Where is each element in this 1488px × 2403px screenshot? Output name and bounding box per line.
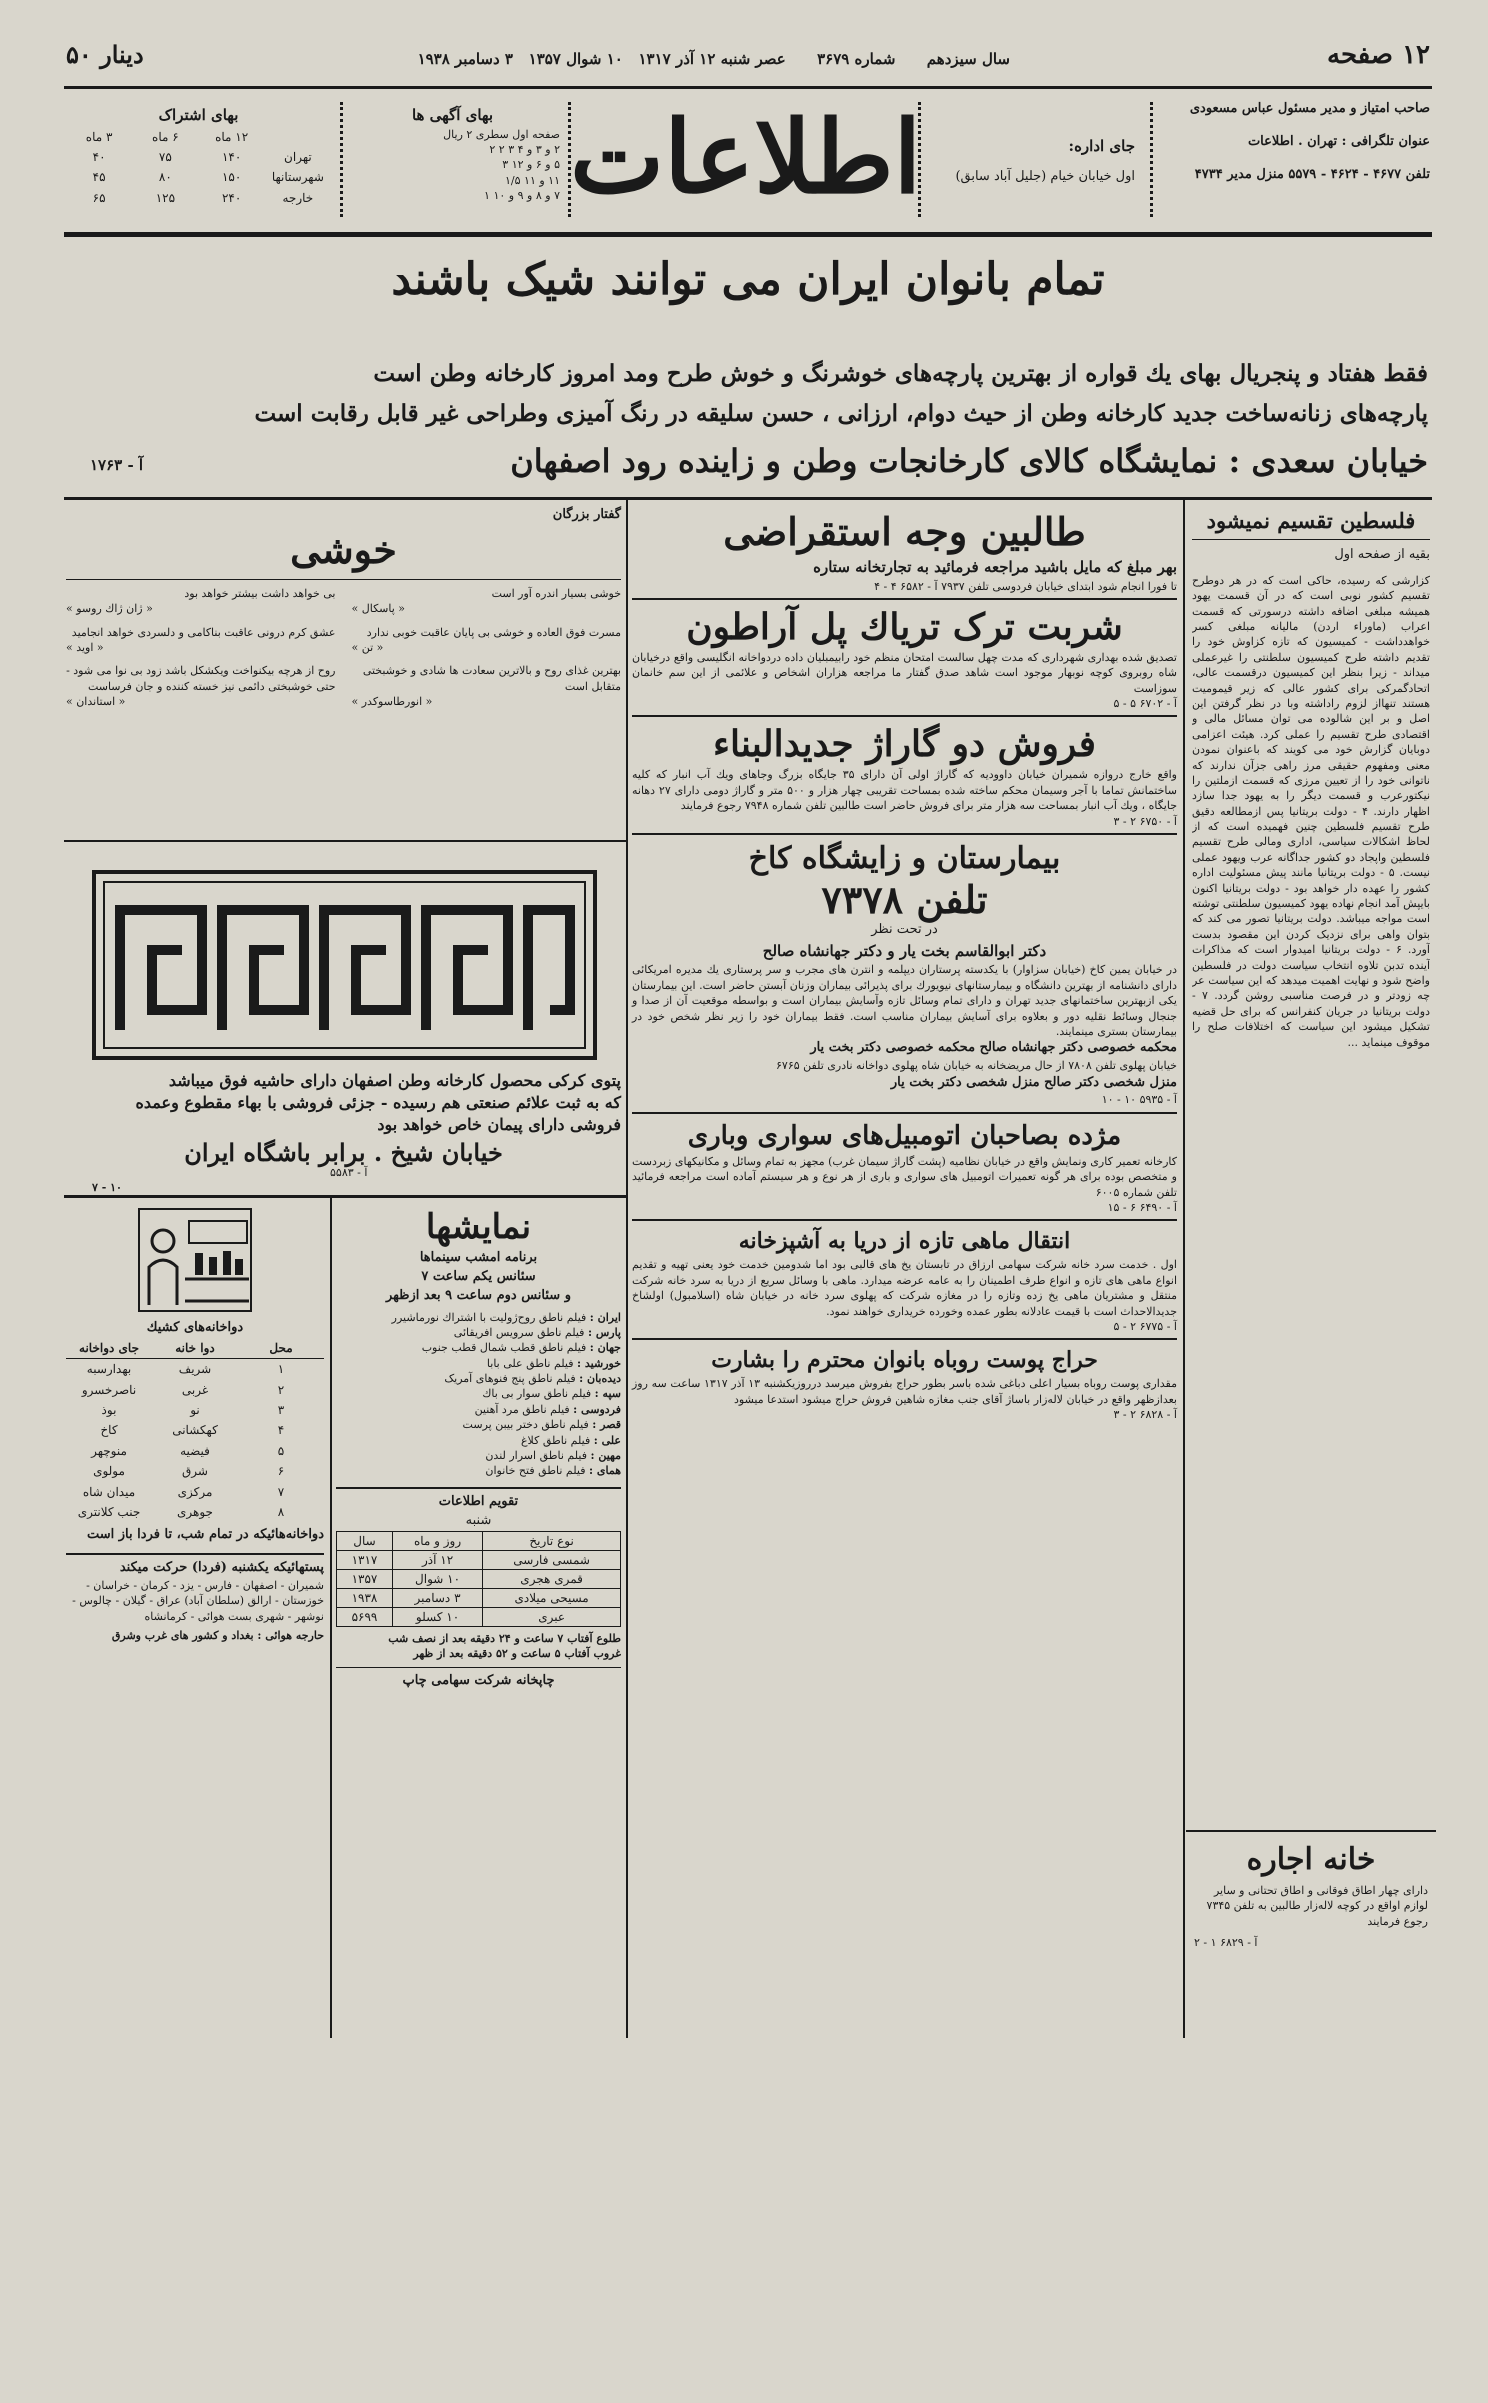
sunset: غروب آفتاب ۵ ساعت و ۵۲ دقیقه بعد از ظهر [413,1646,621,1660]
subscription-title: بهای اشتراک [158,106,239,124]
pharm-cell: نو [190,1403,200,1418]
garage-title: فروش دو گاراژ جدیدالبناء [713,723,1096,766]
quote-text: بهترین غذای روح و بالاترین سعادت ها شادی و خوشبختی متقابل است [362,664,621,693]
palestine-subtitle: بقیه از صفحه اول [1192,539,1430,565]
pharm-head: جای دواخانه [79,1340,139,1355]
quote-author: « پاسکال » [351,602,406,616]
calendar-header [337,1531,621,1550]
telegraph-address: عنوان تلگرافی : تهران . اطلاعات [1247,133,1430,149]
quote-text: خوشی بسیار اندره آور است [491,586,621,600]
cinema-item [336,1463,621,1478]
garage-code: آ - ۶۷۵۰ ۲ - ۳ [1113,814,1177,828]
divider-ornament [1150,102,1163,217]
printer: چاپخانه شرکت سهامی چاپ [402,1673,555,1689]
sub-val: ۱۲۵ [155,190,176,205]
phone-numbers: تلفن ۴۶۷۷ - ۴۶۲۴ - ۵۵۷۹ منزل مدیر ۴۷۳۴ [1194,166,1430,182]
cinema-name: علی : [593,1433,621,1447]
column-rule-inner [330,1195,332,2038]
banner-line-1: فقط هفتاد و پنجریال بهای یك قواره از بهترین پارچه‌های خوشرنگ و خوش طرح ومد امروز کارخانه وطن است [373,360,1428,387]
cal-cell: ۱۳۵۷ [337,1569,393,1588]
quote-author: « تن » [351,641,384,655]
cal-cell: ۱۹۳۸ [337,1588,393,1607]
cinema-item [336,1448,621,1463]
banner-code: آ - ۱۷۶۳ [90,456,144,474]
fish-title: انتقال ماهی تازه از دریا به آشپزخانه [738,1228,1071,1255]
pharm-cell: کاخ [100,1423,118,1438]
cinema-name: قصر : [592,1418,621,1432]
pharm-cell: بوذ [101,1403,117,1418]
cal-cell: ۵۶۹۹ [337,1607,393,1626]
cinema-item [336,1325,621,1340]
cal-cell: ۱۰ کسلو [392,1607,482,1626]
cinema-name: دیده‌بان : [579,1372,621,1386]
cinema-film: فیلم ناطق کلاغ [520,1433,591,1447]
hospital-address: خیابان پهلوی تلفن ۷۸۰۸ از حال مریضخانه به خیابان شاه پهلوی دواخانه نادری تلفن ۶۷۶۵ [776,1059,1177,1073]
divider [632,1112,1177,1114]
divider [336,1667,621,1668]
house-rent-title: خانه اجاره [1246,1842,1376,1877]
cinema-film: فیلم ناطق سوار بی باك [482,1387,592,1401]
quote-author: « ژان ژاك روسو » [66,602,153,616]
pharm-cell: ۶ [277,1464,285,1479]
blanket-code-left: ۷ - ۱۰ [92,1181,122,1194]
subscription-rates [66,104,331,208]
cal-cell: قمری هجری [483,1569,621,1588]
pharmacy-row [66,1359,324,1379]
sub-col: ۳ ماه [85,129,113,144]
owner-name: صاحب امتیاز و مدیر مسئول عباس مسعودی [1189,101,1430,116]
calendar-sub: شنبه [465,1512,492,1528]
subscription-row [66,188,331,208]
pharmacy-row [66,1461,324,1481]
sub-val: ۱۵۰ [221,170,242,185]
divider [66,1553,324,1555]
opium-code: آ - ۶۷۰۲ ۵ - ۵ [1113,697,1177,711]
cal-cell: ۳ دسامبر [392,1588,482,1607]
house-rent-ad [1186,1830,1436,2040]
pharm-cell: مرکزی [177,1484,213,1499]
office-block [935,135,1135,186]
cars-code: آ - ۶۴۹۰ ۶ - ۱۵ [1107,1200,1177,1214]
divider [632,833,1177,835]
quote-text: بی خواهد داشت بیشتر خواهد بود [184,586,336,600]
pharmacy-row [66,1502,324,1522]
cinema-film: فیلم ناطق فتح خانوان [485,1464,586,1478]
sub-val: ۷۵ [158,149,172,164]
hospital-code: آ - ۵۹۳۵ ۱۰ - ۱۰ [1101,1093,1177,1107]
palestine-title: فلسطین تقسیم نمیشود [1206,508,1416,533]
cinema-name: مهین : [590,1449,621,1463]
divider-ornament [340,102,353,217]
hospital-office: محکمه خصوصی دکتر جهانشاه صالح محکمه خصوصی دکتر بخت یار [810,1040,1177,1056]
column-rule-right [1183,500,1185,2038]
ad-rate-line: صفحه اول سطری ۲ ریال [443,127,560,141]
pharm-cell: منوچهر [91,1443,127,1458]
cinema-name: جهان : [589,1341,621,1355]
pharmacist-illustration [135,1205,255,1315]
fur-code: آ - ۶۸۲۸ ۲ - ۳ [1113,1408,1177,1422]
masthead-rule [64,232,1432,237]
cal-cell: مسیحی میلادی [483,1588,621,1607]
cinema-film: فیلم ناطق علی بابا [486,1356,574,1370]
loan-title: طالبین وجه استقراضی [723,509,1086,554]
house-rent-code: آ - ۶۸۲۹ ۱ - ۲ [1194,1936,1258,1950]
banner-line-3: خیابان سعدی : نمایشگاه کالای کارخانجات وطن و زاینده رود اصفهان [510,442,1428,480]
fish-code: آ - ۶۷۷۵ ۲ - ۵ [1113,1319,1177,1333]
divider [66,579,621,580]
cars-body: کارخانه تعمیر کاری ونمایش واقع در خیابان نظامیه (پشت گاراژ سیمان غرب) مجهز به تمام وسائل و مکانیکهای زبردست و متخصص بوده برای هر گونه تعمیرات اتومبیل های سواری و باری از هر نوع و هر سیستم آماده است مراجعه فرمائید تلفن شماره ۶۰۰۵ [632,1154,1177,1199]
loan-sub: تا فورا انجام شود ابتدای خیابان فردوسی تلفن ۷۹۳۷ آ - ۶۵۸۲ ۴ - ۴ [874,579,1177,593]
cinema-name: فردوسی : [573,1402,621,1416]
hospital-doctors: دکتر ابوالقاسم بخت یار و دکتر جهانشاه صالح [762,941,1047,960]
khooshi-title: خوشی [290,526,397,572]
sub-val: ۱۴۰ [221,149,242,164]
palestine-article [1192,508,1430,2403]
hospital-body: در خیابان یمین کاخ (خیابان سزاوار) با یکدسته پرستاران دیپلمه و انترن های مجرب و سر پرستاری یك مدیره امریکائی دارای دانشنامه از بهترین دانشگاه و بیمارستانهای نیویورك برای پذیرائی بیماران وزنان آبستن حاضر است. این بیمارستان یکی ازبهترین ساختمانهای جدید تهران و دارای تمام وسائل تازه وآسایش بیماران است و بواسطه موقعیت آن از صدا و جنجال وسائط نقلیه دور و بعلاوه برای آسایش بیماران مناسب است. فقط بیماران خود را زیر نظر شخص خود در بیمارستان بستری مینمایند. [632,963,1177,1038]
pharmacy-note: دواخانه‌هائیکه در تمام شب، تا فردا باز است [86,1527,324,1543]
sub-val: ۸۰ [158,170,172,185]
owner-block [1150,100,1430,185]
air-mail: حارجه هوائی : بغداد و کشور های غرب وشرق [111,1629,324,1643]
divider [632,715,1177,717]
garage-body: واقع خارج دروازه شمیران خیابان داوودیه که گاراژ اولی آن دارای ۳۵ جایگاه بزرگ وجاهای ویك آب انبار که کلیه ساختمانش تماما با آجر وسیمان محکم ساخته شده بمساحت تقریبی چهار هزار و ۵۰۰ متر و گاراژ دومی دارای ۲۷ دهانه جایگاه ، ویك آب انبار بمساحت سه هزار متر برای فروش حاضر است طالبین تلفن شماره ۷۹۴۸ رجوع فرمایند [632,768,1177,813]
ad-rates-title: بهای آگهی ها [411,106,494,124]
banner-line-2: پارچه‌های زنانه‌ساخت جدید کارخانه وطن از حیث دوام، ارزانی ، حسن سلیقه در رنگ آمیزی وطراحی غیر قابل رقابت است [254,400,1428,427]
pharm-cell: مولوی [93,1464,125,1479]
ad-rate-line: ۷ و ۸ و ۹ و ۱۰ ۱ [484,189,560,203]
pharm-cell: کهکشانی [172,1423,218,1438]
pharm-cell: ۴ [277,1423,285,1438]
pharmacy-row [66,1400,324,1420]
subscription-row [66,147,331,167]
sub-val: ۴۵ [92,170,106,185]
quote [352,663,622,709]
blanket-line-2: که به ثبت علائم صنعتی هم رسیده - جزئی فروشی با بهاء مقطوع وعمده [135,1093,621,1112]
calendar-title: تقویم اطلاعات [438,1493,519,1509]
post-body: شمیران - اصفهان - فارس - یزد - کرمان - خراسان - خوزستان - ارالق (سلطان آباد) عراق - گیلان - چالوس - نوشهر - شهری بست هوائی - کرمانشاه [72,1579,324,1623]
cinema-item [336,1417,621,1432]
calendar-row [337,1569,621,1588]
divider [632,598,1177,600]
hospital-sub: در تحت نظر [871,922,938,938]
ad-rates [345,104,560,203]
page-number: ۱۲ صفحه [1327,40,1430,70]
meander-border-illustration [92,870,597,1060]
pharm-cell: جنب کلانتری [77,1504,141,1519]
sub-col: ۶ ماه [152,129,179,144]
quote [66,625,336,656]
blanket-line-1: پتوی کرکی محصول کارخانه وطن اصفهان دارای حاشیه فوق میباشد [168,1071,621,1090]
shows-title: نمایشها [425,1207,532,1247]
blanket-code-right: آ - ۵۵۸۳ [330,1166,368,1179]
cal-cell: شمسی فارسی [483,1550,621,1569]
office-address: اول خیابان خیام (جلیل آباد سابق) [955,168,1135,184]
quote-text: مسرت فوق العاده و خوشی بی پایان عاقبت خوبی ندارد [366,625,621,639]
calendar-row [337,1550,621,1569]
cinema-item [336,1402,621,1417]
cinema-item [336,1386,621,1401]
cinema-name: همای : [588,1464,621,1478]
quote-author: « انورطاسوکدر » [351,695,433,709]
cinema-list [336,1310,621,1479]
quote-text: عشق کرم درونی عاقبت بناکامی و دلسردی خواهد انجامید [71,625,336,639]
opium-title: شربت ترک تریاك پل آراطون [686,605,1123,648]
pharm-cell: فیضیه [180,1443,210,1458]
pharm-head: محل [269,1340,293,1355]
fur-body: مقداری پوست روباه بسیار اعلی دباغی شده باسر بطور حراج بفروش میرسد درروزیکشنبه ۱۳ آذر ۱۳۱۷ ساعت سه روز بعدازظهر واقع در خیابان لاله‌زار باساژ آقای جنب مغازه شاهین فروش حراج میشود استدعا میشود [632,1377,1177,1406]
cinema-name: خورشید : [577,1356,621,1370]
shows-section [336,1205,621,1691]
ad-rate-line: ۱۱ و ۱۱ ۱/۵ [505,173,560,187]
pharm-cell: غربی [181,1382,209,1397]
hospital-home: منزل شخصی دکتر صالح منزل شخصی دکتر بخت یار [890,1074,1177,1090]
loan-body: بهر مبلغ که مایل باشید مراجعه فرمائید به تجارتخانه ستاره [813,558,1177,576]
opium-body: تصدیق شده بهداری شهرداری که مدت چهل سالست امتحان منظم خود رابیمبلیان داده دردواخانه انگلیسی واقع درخیابان شاه روبروی کوچه نوبهار موجود است شاهد صدق گفتار ما مراجعه هزاران اشخاص و علائمی از این سم خانمان سوزاست [632,650,1177,695]
shows-sub-3: و سئانس دوم ساعت ۹ بعد ازظهر [386,1287,571,1303]
pharm-head: دوا خانه [175,1340,215,1355]
cinema-item [336,1371,621,1386]
pharmacy-row [66,1380,324,1400]
quote [66,663,336,709]
cal-cell: ۱۳۱۷ [337,1550,393,1569]
divider-ornament [568,102,581,217]
pharm-cell: ۳ [277,1403,285,1418]
divider [632,1219,1177,1221]
newspaper-title: اطلاعات [570,98,922,216]
price: ۵۰ دینار [66,40,144,69]
fish-body: اول . خدمت سرد خانه شرکت سهامی ارزاق در تابستان یخ های قالبی بود اما شدومین خدمت خود یعنی تهیه و تقدیم انواع ماهی های تازه و انواع طرف اطمینان را به عامه عرضه میدارد. ماهی با وسائل سریع از دریا به سرد خانه شرکت منتقل و مشتریان ماهی یخ زده وتازه را در مغازه شرکت که پهلوی سرد خانه در خیابان شاه (اسلامبول) اولشاخ جدیدالاحداث است با قیمت عادلانه بطور عمده وخورده خریداری خواهند نمود. [632,1258,1177,1318]
pharmacy-section [66,1205,324,1644]
pharm-cell: جوهری [177,1504,213,1519]
hospital-phone: تلفن ۷۳۷۸ [821,877,988,923]
cinema-film: فیلم ناطق روح‌ژولیت با اشتراك نورماشیرر [391,1310,587,1324]
cal-cell: ۱۲ آذر [392,1550,482,1569]
sub-col: ۱۲ ماه [215,129,249,144]
quote [352,586,622,617]
calendar-row [337,1588,621,1607]
blanket-rule [64,1195,626,1198]
shows-sub-1: برنامه امشب سینماها [419,1250,538,1265]
cinema-name: سپه : [594,1387,621,1401]
sunrise: طلوع آفتاب ۷ ساعت و ۲۴ دقیقه بعد از نصف شب [388,1631,621,1645]
pharm-cell: ۱ [277,1362,285,1377]
cal-head: نوع تاریخ [483,1531,621,1550]
blanket-line-3: فروشی دارای پیمان خاص خواهد بود [377,1115,621,1134]
issue-date-line: سال سیزدهم شماره ۳۶۷۹ عصر شنبه ۱۲ آذر ۱۳۱۷ ۱۰ شوال ۱۳۵۷ ۳ دسامبر ۱۹۳۸ [417,50,1010,68]
pharm-cell: بهدارسبه [86,1362,132,1377]
pharm-cell: شرق [182,1464,208,1479]
subscription-row [66,167,331,187]
hospital-title: بیمارستان و زایشگاه کاخ [748,841,1061,877]
column-rule-left [626,500,628,2038]
sub-val: ۴۰ [92,149,106,164]
cinema-film: فیلم ناطق قطب شمال قطب جنوب [421,1341,587,1355]
cinema-item [336,1340,621,1355]
pharmacy-header [66,1338,324,1359]
fur-title: حراج پوست روباه بانوان محترم را بشارت [711,1347,1098,1374]
pharm-cell: ۲ [277,1382,285,1397]
pharmacy-row [66,1420,324,1440]
pharm-cell: ۸ [277,1504,285,1519]
cinema-film: فیلم ناطق پنج فنوهای آمریک [444,1372,576,1386]
cal-head: سال [337,1531,393,1550]
pharm-cell: ناصرخسرو [81,1382,137,1397]
pharmacy-title: دواخانه‌های کشیك [146,1320,244,1335]
pharm-cell: ۷ [277,1484,285,1499]
sub-val: ۲۴۰ [221,190,242,205]
quote-text: روح از هرچه بیکنواخت ویکشکل باشد زود بی نوا می شود - حتی خوشبختی دائمی نیز خسته کننده و جان فرساست [66,664,336,693]
sub-val: ۶۵ [92,190,106,205]
subscription-header [66,127,331,147]
cinema-film: فیلم ناطق دختر بیبن پرست [462,1418,589,1432]
pharmacy-row [66,1482,324,1502]
calendar-row [337,1607,621,1626]
khooshi-kicker: گفتار بزرگان [552,507,621,522]
cal-cell: عبری [483,1607,621,1626]
cinema-name: پارس : [587,1325,621,1339]
cinema-item [336,1310,621,1325]
quote-author: « اوید » [66,641,104,655]
cinema-film: فیلم ناطق مرد آهنین [474,1402,570,1416]
divider [336,1487,621,1489]
post-title: پستهائیکه یکشنبه (فردا) حرکت میکند [119,1560,324,1576]
quotes-grid [66,586,621,710]
cinema-name: ایران : [589,1310,621,1324]
pharm-cell: شریف [178,1362,212,1377]
top-rule [64,86,1432,89]
cal-cell: ۱۰ شوال [392,1569,482,1588]
calendar-table [336,1531,621,1627]
office-title: جای اداره: [1068,137,1135,155]
blanket-ad [66,1070,621,1170]
khooshi-article [66,506,621,710]
pharm-cell: میدان شاه [82,1484,136,1499]
sub-place: خارجه [282,190,314,205]
quote-author: « استاندان » [66,695,126,709]
divider [632,1338,1177,1340]
khooshi-rule [64,840,626,842]
pharmacy-row [66,1441,324,1461]
house-rent-body: دارای چهار اطاق فوقانی و اطاق تحتانی و سایر لوازم اواقع در کوچه لاله‌زار طالبین به تلفن ۷۳۴۵ رجوع فرمایند [1206,1884,1428,1928]
cinema-film: فیلم ناطق سرویس افریقائی [453,1325,585,1339]
middle-column [632,508,1177,1422]
quote [352,625,622,656]
cinema-item [336,1433,621,1448]
palestine-body: کزارشی که رسیده، حاکی است که در هر دوطرح تقسیم کشور نوبی است که در آن قسمت یهود همیشه مبلغی اضافه داشته درسورتی که قسمت اعراب (ماوراء اردن) ماليانه مبلغی كسر خواهدداشت - کمیسیون که تازه کزاوش خود را تقدیم داشته طرح کمیسیون سلطنتی را غیرعملی میداند - زیرا بنظر این کمیسیون درقسمت عالی، اتحادگمرکی برای کشور عالی که زیر قیمومیت هستند تنهااز لزوم راداشته وبا در نظر گرفتن این اصل و بر این شالوده می توان مسائل مالی و اقتصادی طرح تقسیم را عملی کرد. هیئت اعزامی دوبایان گزارش خود می کویند که باعنوان نمودن معنی ومفهوم حقیقی مرز راهی جزآن ندارند که ناتوانی خود را از تعیین مرزی که قسمت ازملتین را نیکتورعرب و قسمت دیگر را به یهود جدا سازد اظهار دارند. ۴ - دولت بریتانیا پس ازمطالعه دقیق طرح تقسیم فلسطین چنین فهمیده است که از لحاظ اشکالات سیاسی، اداری ومالی طرح تقسیم فلسطین واپجاد دو کشور جداگانه عرب ویهود عملی نیست. ۵ - دولت بریتانیا مانند پیش مسئولیت اداره کشور را عهده دار خواهد بود - دولت بریتانیا اکنون بایپش آمد انجام نهاده یهود کمیسیون سلطنتی توشته است مواجه میباشد. دولت بریتانیا تصور می کند که بتوان واهی برای نزدیک کردن این مقصود بدست آورد. ۶ - دولت بریتانیا امیدوار است که مذاکرات آینده تدبن تلاوه انتخاب سیاست دولت در فلسطین واضح شود و نهایت اهمیت میدهد که این سیاست عر چه زودتر و در فرصت مناسبی روشن گردد. ۷ - دولت بریتانیا در جریان کنفرانس که برای حل قضیه تشکیل میشود این سیاست که اختلافات صلح را موقوف مینماید ... [1192,573,1430,1049]
sub-place: شهرستانها [271,170,324,185]
pharm-cell: ۵ [277,1443,285,1458]
cars-title: مژده بصاحبان اتومبیل‌های سواری وباری [687,1120,1122,1151]
ad-rate-line: ۵ و ۶ و ۱۲ ۳ [502,158,560,172]
shows-sub-2: سئانس یکم ساعت ۷ [421,1268,536,1284]
sub-place: تهران [284,149,312,164]
quote [66,586,336,617]
cinema-item [336,1356,621,1371]
ad-rate-line: ۲ و ۳ و ۴ ۳ ۲ ۲ [489,142,560,156]
cal-head: روز و ماه [392,1531,482,1550]
cinema-film: فیلم ناطق اسرار لندن [485,1449,587,1463]
banner-rule [64,497,1432,500]
blanket-line-4: خیابان شیخ . برابر باشگاه ایران [184,1138,503,1167]
banner-headline: تمام بانوان ایران می توانند شیک باشند [391,254,1105,305]
